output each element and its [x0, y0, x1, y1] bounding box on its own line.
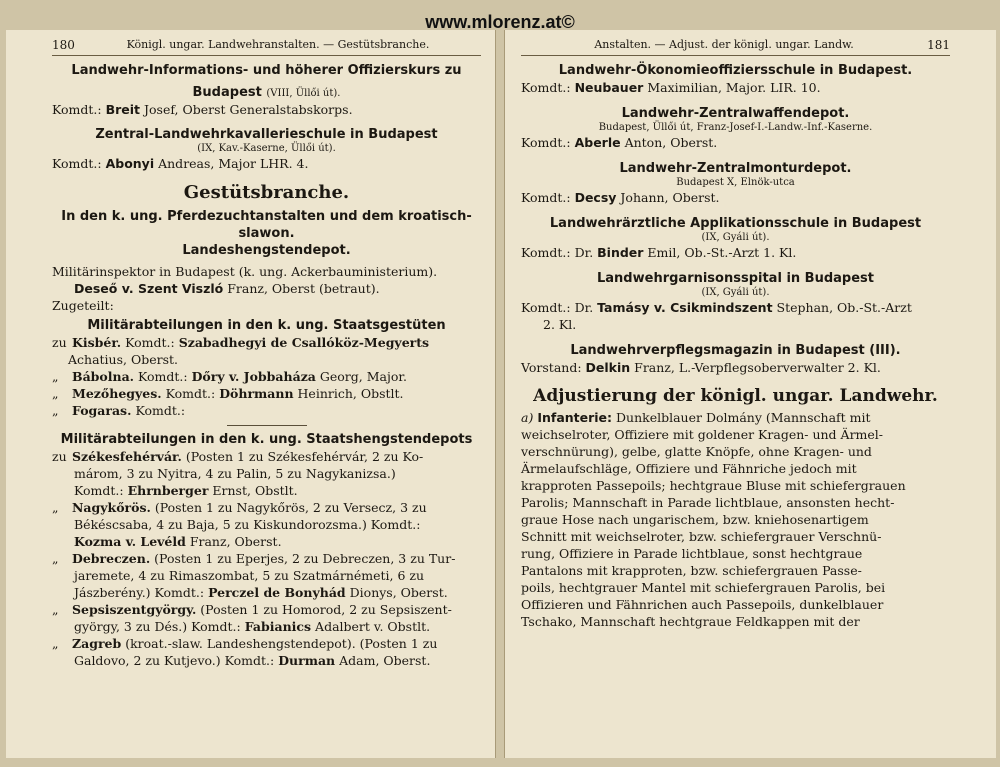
unit-title: Landwehr-Zentralwaffendepot. [621, 106, 850, 121]
depot-text: Komdt.: [74, 483, 128, 498]
unit-title: Landwehr-Ökonomieoffiziersschule in Budapest. [558, 63, 913, 78]
commander-prefix: Komdt.: [521, 190, 571, 205]
commander-rank: Achatius, Oberst. [68, 352, 178, 367]
text-line: rung, Offiziere in Parade lichtblaue, sonst hechtgraue [521, 546, 863, 561]
depot-text: (Posten 1 zu Nagykőrös, 2 zu Versecz, 3 zu [150, 500, 427, 515]
commander-rank: Anton, Oberst. [620, 135, 718, 150]
depot-list [52, 448, 481, 669]
commander-line [521, 189, 950, 206]
unit-address: Budapest, Üllői út, Franz-Josef-I.-Landw.-Inf.-Kaserne. [598, 122, 873, 133]
chapter-title: Gestütsbranche. [183, 182, 350, 203]
depot-text: (kroat.-slaw. Landeshengstendepot). (Posten 1 zu [121, 636, 438, 651]
depot-text: (Posten 1 zu Homorod, 2 zu Sepsiszent- [196, 602, 452, 617]
stud-entry [52, 368, 481, 385]
units-list [521, 62, 950, 376]
commander-rank: Franz, Oberst. [185, 534, 282, 549]
depot-text: (Posten 1 zu Eperjes, 2 zu Debreczen, 3 zu Tur- [150, 551, 456, 566]
text-line: Pantalons mit krapproten, bzw. schiefergrauen Passe- [521, 563, 862, 578]
commander-rank: Stephan, Ob.-St.-Arzt [772, 300, 912, 315]
commander-name: Aberle [574, 135, 621, 150]
right-page [504, 30, 996, 758]
stud-entry [52, 334, 481, 351]
depot-entry-continued [52, 465, 481, 482]
unit-address: Budapest X, Elnök-utca [676, 177, 795, 188]
entry-prefix: „ [52, 636, 59, 651]
depot-entry [52, 635, 481, 652]
inspector-line: Militärinspektor in Budapest (k. ung. Ackerbauministerium). [52, 264, 438, 279]
commander-prefix: Komdt.: [125, 335, 175, 350]
depot-place: Sepsiszentgyörgy. [72, 602, 197, 617]
commander-rank: Adam, Oberst. [335, 653, 431, 668]
commander-line: Komdt.: Dr. Tamásy v. Csikmindszent Stephan, Ob.-St.-Arzt [521, 300, 912, 315]
right-running-head: Anstalten. — Adjust. der königl. ungar. Landw. [594, 38, 854, 51]
section-address: (IX, Kav.-Kaserne, Üllői út). [197, 143, 336, 154]
section-title: Zentral-Landwehrkavallerieschule in Budapest [95, 127, 438, 142]
inspector-line: Deseő v. Szent Viszló Franz, Oberst (betraut). [74, 281, 380, 296]
commander-prefix: Komdt.: [521, 245, 571, 260]
right-page-number: 181 [927, 38, 950, 52]
commander-prefix: Komdt.: [521, 300, 571, 315]
commander-name: Perczel de Bonyhád [208, 585, 346, 600]
entry-prefix: „ [52, 551, 59, 566]
chapter-title: Adjustierung der königl. ungar. Landwehr. [533, 386, 938, 406]
commander-name: Decsy [574, 190, 617, 205]
left-page-number: 180 [52, 38, 75, 52]
depot-text: györgy, 3 zu Dés.) Komdt.: [74, 619, 245, 634]
depot-text: Galdovo, 2 zu Kutjevo.) Komdt.: [74, 653, 279, 668]
depot-place: Nagykőrös. [72, 500, 151, 515]
entry-prefix: „ [52, 386, 59, 401]
stud-place: Mezőhegyes. [72, 386, 162, 401]
commander-prefix: Komdt.: [135, 403, 186, 418]
commander-rank: Georg, Major. [319, 369, 407, 384]
section-address: (VIII, Üllői út). [266, 88, 341, 99]
left-page [6, 30, 496, 758]
infantry-line: a) Infanterie: Dunkelblauer Dolmány (Mannschaft mit [521, 410, 871, 425]
commander-rank: Adalbert v. Obstlt. [311, 619, 431, 634]
unit-title: Landwehrverpflegsmagazin in Budapest (III). [570, 343, 901, 358]
commander-line: Komdt.: Abonyi Andreas, Major LHR. 4. [52, 156, 309, 171]
entry-prefix: zu [52, 335, 67, 350]
depot-entry [52, 499, 481, 516]
commander-rank: Emil, Ob.-St.-Arzt 1. Kl. [643, 245, 797, 260]
watermark: www.mlorenz.at© [425, 12, 575, 32]
commander-line [521, 134, 950, 151]
commander-rank: Ernst, Obstlt. [208, 483, 298, 498]
text-line: krapproten Passepoils; hechtgraue Bluse mit schiefergrauen [521, 478, 906, 493]
depot-text: jaremete, 4 zu Rimaszombat, 5 zu Szatmárnémeti, 6 zu [74, 568, 425, 583]
right-page-header [521, 38, 950, 56]
section-title: Landwehr-Informations- und höherer Offizierskurs zu [71, 63, 462, 78]
depot-place: Székesfehérvár. [72, 449, 182, 464]
section-title: Militärabteilungen in den k. ung. Staatsgestüten [87, 318, 446, 333]
depot-entry-continued [52, 567, 481, 584]
text-line: Schnitt mit weichselroter, bzw. schiefergrauer Verschnü- [521, 529, 882, 544]
stud-place: Bábolna. [72, 369, 135, 384]
commander-name: Fabianics [244, 619, 312, 634]
commander-name: Kozma v. Levéld [74, 534, 186, 549]
commander-name: Delkin [585, 360, 631, 375]
depot-place: Debreczen. [72, 551, 151, 566]
stud-entry [52, 385, 481, 402]
stud-list [52, 334, 481, 419]
commander-line: Komdt.: Dr. Binder Emil, Ob.-St.-Arzt 1. Kl. [521, 245, 797, 260]
text-line: Ärmelaufschläge, Offiziere und Fähnriche jedoch mit [521, 461, 857, 476]
unit-title: Landwehr-Zentralmonturdepot. [619, 161, 852, 176]
infantry-label: Infanterie: [537, 410, 613, 425]
commander-name: Ehrnberger [127, 483, 209, 498]
commander-name: Tamásy v. Csikmindszent [597, 300, 773, 315]
commander-name: Szabadhegyi de Csallóköz-Megyerts [178, 335, 430, 350]
stud-entry [52, 402, 481, 419]
section-title: Militärabteilungen in den k. ung. Staatshengstendepots [60, 432, 473, 447]
entry-prefix: „ [52, 403, 59, 418]
depot-entry-continued [52, 584, 481, 601]
depot-text: (Posten 1 zu Székesfehérvár, 2 zu Ko- [181, 449, 424, 464]
assigned-label: Zugeteilt: [52, 298, 114, 313]
unit-title: Landwehrärztliche Applikationsschule in Budapest [549, 216, 922, 231]
text-line: graue Hose nach ungarischem, bzw. kniehosenartigem [521, 512, 869, 527]
commander-name: Abonyi [105, 156, 155, 171]
depot-entry [52, 448, 481, 465]
commander-name: Neubauer [574, 80, 644, 95]
depot-entry [52, 550, 481, 567]
text-line: Offizieren und Fähnrichen auch Passepoils, dunkelblauer [521, 597, 884, 612]
chapter-subtitle: Landeshengstendepot. [182, 243, 351, 258]
unit-address: (IX, Gyáli út). [701, 232, 770, 243]
commander-rank: Johann, Oberst. [616, 190, 720, 205]
divider [227, 425, 307, 426]
commander-prefix: Vorstand: [521, 360, 582, 375]
commander-name: Dőry v. Jobbaháza [191, 369, 316, 384]
commander-line [521, 359, 950, 376]
commander-name: Durman [278, 653, 336, 668]
commander-line [521, 79, 950, 96]
commander-prefix: Komdt.: [521, 135, 571, 150]
infantry-text [521, 426, 950, 630]
depot-text: Jászberény.) Komdt.: [74, 585, 209, 600]
depot-text: márom, 3 zu Nyitra, 4 zu Palin, 5 zu Nagykanizsa.) [74, 466, 396, 481]
depot-entry-continued [52, 618, 481, 635]
commander-prefix: Komdt.: [521, 80, 571, 95]
commander-rank: Heinrich, Obstlt. [297, 386, 404, 401]
stud-place: Fogaras. [72, 403, 132, 418]
depot-entry-continued [52, 652, 481, 669]
text-line: Parolis; Mannschaft in Parade lichtblaue, ansonsten hecht- [521, 495, 895, 510]
depot-entry-continued [52, 516, 481, 533]
depot-entry-continued [52, 482, 481, 499]
depot-place: Zagreb [72, 636, 122, 651]
commander-prefix: Komdt.: [138, 369, 188, 384]
entry-prefix: „ [52, 602, 59, 617]
commander-rank: Maximilian, Major. LIR. 10. [643, 80, 821, 95]
text-line: weichselroter, Offiziere mit goldener Kragen- und Ärmel- [521, 427, 884, 442]
item-marker: a) [521, 410, 534, 425]
commander-name: Breit [105, 102, 141, 117]
entry-prefix: zu [52, 449, 67, 464]
commander-name: Binder [597, 245, 644, 260]
left-page-header [52, 38, 481, 56]
inspector-name: Deseő v. Szent Viszló [74, 281, 224, 296]
text-line: verschnürung), gelbe, glatte Knöpfe, ohne Kragen- und [521, 444, 872, 459]
commander-rank: Dionys, Oberst. [345, 585, 448, 600]
entry-prefix: „ [52, 369, 59, 384]
unit-address: (IX, Gyáli út). [701, 287, 770, 298]
commander-line: Komdt.: Breit Josef, Oberst Generalstabskorps. [52, 102, 353, 117]
section-title [52, 84, 481, 101]
depot-text: Békéscsaba, 4 zu Baja, 5 zu Kiskundorozsma.) Komdt.: [74, 517, 421, 532]
entry-prefix: „ [52, 500, 59, 515]
depot-entry-continued [52, 533, 481, 550]
commander-rank: Franz, L.-Verpflegsoberverwalter 2. Kl. [630, 360, 881, 375]
commander-rank: 2. Kl. [543, 317, 577, 332]
chapter-subtitle: In den k. ung. Pferdezuchtanstalten und dem kroatisch-slawon. [61, 209, 472, 241]
left-running-head: Königl. ungar. Landwehranstalten. — Gestütsbranche. [126, 38, 430, 51]
commander-prefix: Komdt.: [165, 386, 216, 401]
stud-place: Kisbér. [72, 335, 122, 350]
commander-name: Döhrmann [219, 386, 294, 401]
unit-title: Landwehrgarnisonsspital in Budapest [597, 271, 874, 286]
text-line: poils, hechtgrauer Mantel mit schiefergrauen Parolis, bei [521, 580, 886, 595]
text-line: Tschako, Mannschaft hechtgraue Feldkappen mit der [521, 614, 860, 629]
depot-entry [52, 601, 481, 618]
section-title-city: Budapest [192, 85, 262, 100]
